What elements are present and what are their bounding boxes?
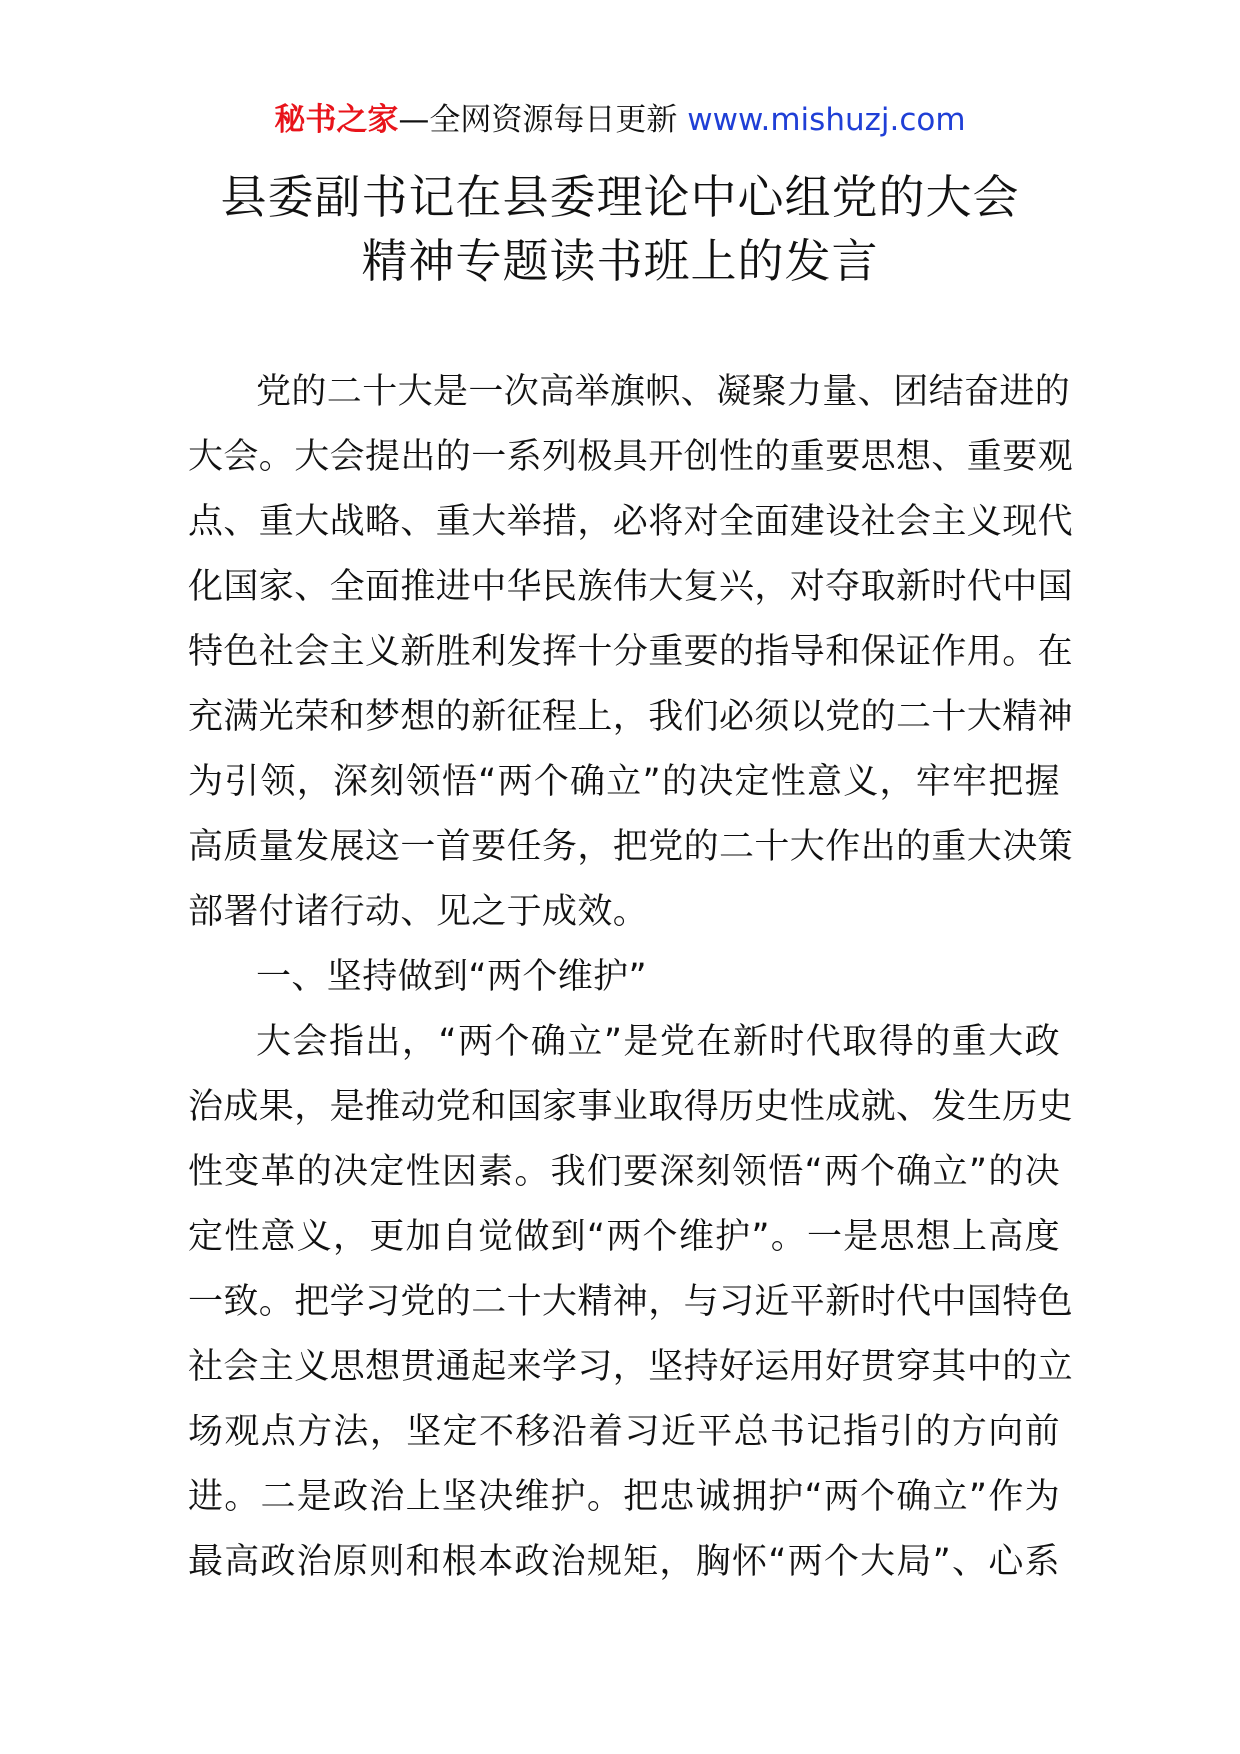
- site-tagline: —全网资源每日更新: [398, 102, 678, 138]
- title-line-2: 精神专题读书班上的发言: [361, 234, 879, 288]
- body-line: 治成果，是推动党和国家事业取得历史性成就、发生历史: [188, 1087, 1074, 1127]
- body-line: 特色社会主义新胜利发挥十分重要的指导和保证作用。在: [188, 632, 1074, 672]
- site-header: [0, 100, 1240, 140]
- body-line: 化国家、全面推进中华民族伟大复兴，对夺取新时代中国: [188, 567, 1074, 607]
- body-line: 大会指出，“两个确立”是党在新时代取得的重大政: [256, 1022, 1060, 1062]
- body-line: 最高政治原则和根本政治规矩，胸怀“两个大局”、心系: [188, 1542, 1060, 1582]
- body-line: 党的二十大是一次高举旗帜、凝聚力量、团结奋进的: [256, 372, 1071, 412]
- section-heading: 一、坚持做到“两个维护”: [256, 957, 648, 997]
- body-line: 高质量发展这一首要任务，把党的二十大作出的重大决策: [188, 827, 1074, 867]
- body-line: 一致。把学习党的二十大精神，与习近平新时代中国特色: [188, 1282, 1074, 1322]
- body-line: 充满光荣和梦想的新征程上，我们必须以党的二十大精神: [188, 697, 1074, 737]
- body-line: 部署付诸行动、见之于成效。: [188, 892, 649, 932]
- body-line: 大会。大会提出的一系列极具开创性的重要思想、重要观: [188, 437, 1074, 477]
- body-line: 社会主义思想贯通起来学习，坚持好运用好贯穿其中的立: [188, 1347, 1074, 1387]
- site-url-link[interactable]: www.mishuzj.com: [687, 102, 966, 138]
- document-body: [188, 360, 1074, 1595]
- document-title: [0, 165, 1240, 293]
- body-line: 定性意义，更加自觉做到“两个维护”。一是思想上高度: [188, 1217, 1060, 1257]
- body-line: 点、重大战略、重大举措，必将对全面建设社会主义现代: [188, 502, 1074, 542]
- site-brand: 秘书之家: [274, 102, 399, 138]
- body-line: 性变革的决定性因素。我们要深刻领悟“两个确立”的决: [188, 1152, 1060, 1192]
- body-line: 为引领，深刻领悟“两个确立”的决定性意义，牢牢把握: [188, 762, 1060, 802]
- title-line-1: 县委副书记在县委理论中心组党的大会: [220, 170, 1020, 224]
- body-line: 场观点方法，坚定不移沿着习近平总书记指引的方向前: [188, 1412, 1060, 1452]
- body-line: 进。二是政治上坚决维护。把忠诚拥护“两个确立”作为: [188, 1477, 1060, 1517]
